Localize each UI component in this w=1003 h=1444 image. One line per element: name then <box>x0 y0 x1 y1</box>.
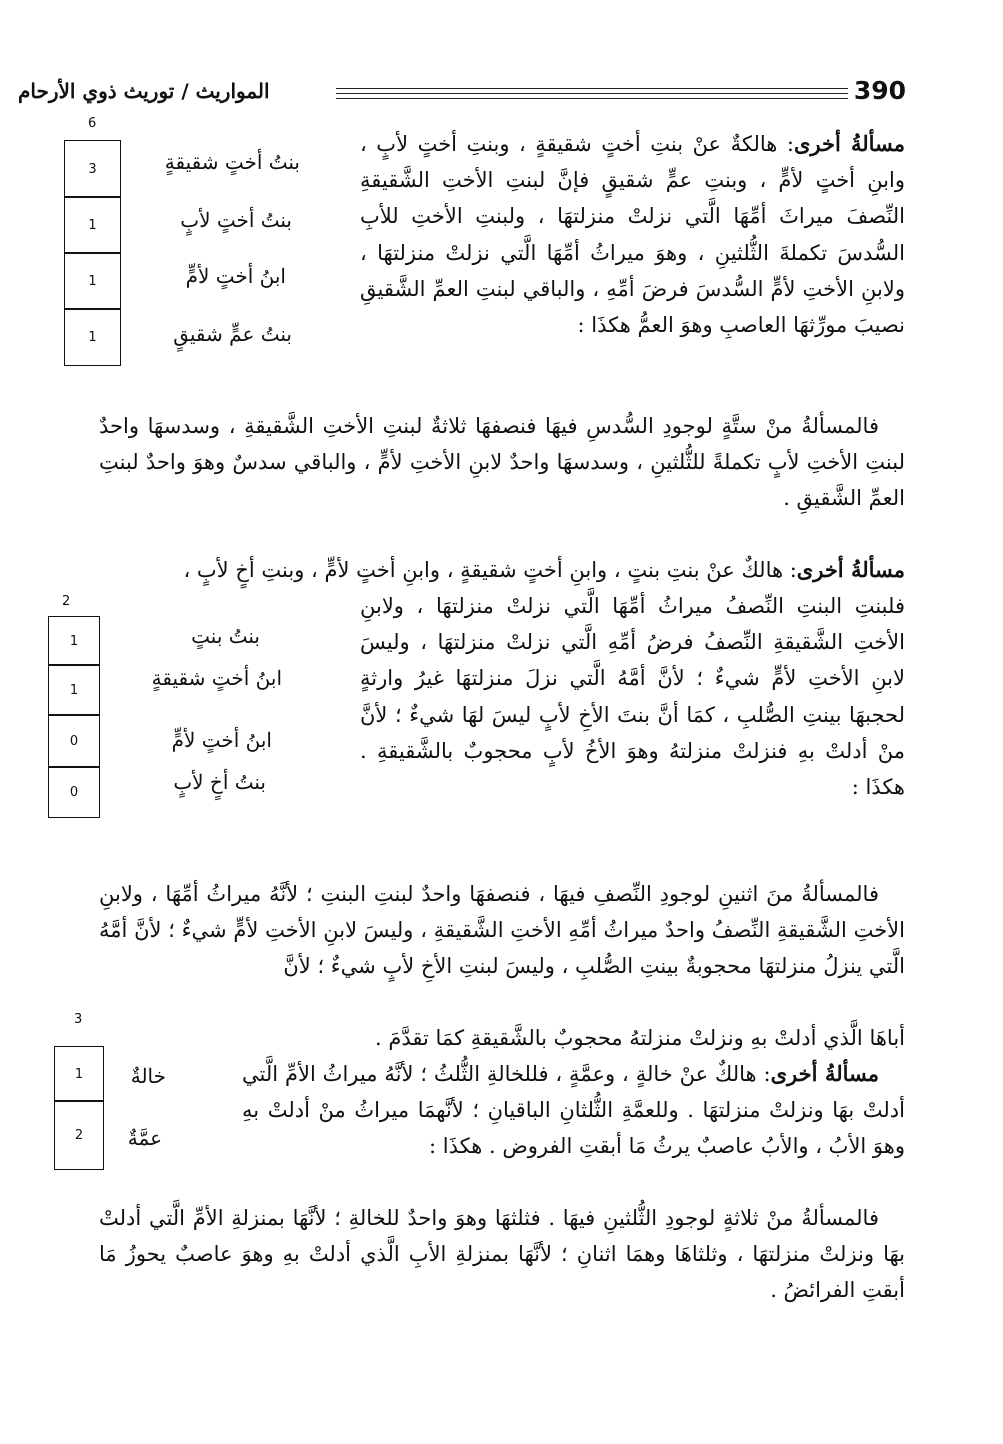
base-number: 6 <box>88 116 97 131</box>
base-number: 3 <box>74 1012 83 1027</box>
problem1-statement <box>360 126 905 343</box>
problem2-ruling: فلبنتِ البنتِ النِّصفُ ميراثُ أمِّهَا الَّتي نزلتْ منزلتهَا ، ولابنِ الأختِ الشَّقيقةِ النِّصفُ فرضُ أمِّهِ الَّتي نزلتْ منزلتهَا ، وليسَ لابنِ الأختِ لأمٍّ شيءٌ ؛ لأنَّ أمَّهُ الَّتي نزلَ منزلتهَا غيرُ وارثةٍ لحجبهَا بينتِ الصُّلبِ ، كمَا أنَّ بنتَ الأخِ لأبٍ ليسَ لهَا شيءٌ ؛ لأنَّ منْ أدلتْ بهِ فنزلتْ منزلتهُ وهوَ الأخُ لأبٍ محجوبٌ بالشَّقيقةِ . هكذَا : <box>360 594 906 800</box>
page-number: 390 <box>853 76 906 105</box>
share-cell: 0 <box>48 766 100 818</box>
header-rule <box>336 93 848 94</box>
share-cell: 1 <box>64 252 121 310</box>
share-cell: 0 <box>48 714 100 768</box>
problem2-explanation-tail: أباهَا الَّذي أدلتْ بهِ ونزلتْ منزلتهُ محجوبٌ بالشَّقيقةِ كمَا تقدَّمَ . <box>375 1026 905 1050</box>
problem-label: مسألةُ أخرى <box>796 557 905 582</box>
problem3-statement <box>242 1056 905 1165</box>
share-cell: 3 <box>64 140 121 198</box>
problem1-explanation: فالمسألةُ منْ ستَّةٍ لوجودِ السُّدسِ فيهَا فنصفهَا ثلاثةٌ لبنتِ الأختِ الشَّقيقةِ ، وسدسهَا واحدٌ لبنتِ الأختِ لأبٍ تكملةً للثُّلثينِ ، وسدسهَا واحدٌ لابنِ الأختِ لأمٍّ ، والباقي سدسٌ وهوَ واحدٌ لبنتِ العمِّ الشَّقيقِ . <box>99 414 905 511</box>
problem2-explanation: فالمسألةُ منَ اثنينِ لوجودِ النِّصفِ فيهَا ، فنصفهَا واحدٌ لبنتِ البنتِ ؛ لأنَّهُ ميراثُ أمِّهَا ، ولابنِ الأختِ الشَّقيقةِ النِّصفُ واحدٌ ميراثُ أمِّهِ الأختِ الشَّقيقةِ ، وليسَ لابنِ الأختِ لأمٍّ شيءٌ ؛ لأنَّ أمَّهُ الَّتي ينزلُ منزلتهَا محجوبةٌ بينتِ الصُّلبِ ، وليسَ لبنتِ الأخِ لأبٍ شيءٌ ؛ لأنَّ <box>99 882 905 979</box>
header-rule <box>336 98 848 99</box>
heir-label: بنتُ بنتٍ <box>191 624 260 648</box>
share-cell: 1 <box>64 196 121 254</box>
problem-text: : هالكةٌ عنْ بنتِ أختٍ شقيقةٍ ، وبنتِ أختٍ لأبٍ ، وابنِ أختٍ لأمٍّ ، وبنتِ عمٍّ شقيقٍ فإنَّ لبنتِ الأختِ الشَّقيقةِ النِّصفَ ميراثَ أمِّهَا الَّتي نزلتْ منزلتهَا ، ولبنتِ الأختِ للأبِ السُّدسَ تكملةَ الثُّلثينِ ، وهوَ ميراثُ أمِّهَا الَّتي نزلتْ منزلتهَا ، ولابنِ الأختِ لأمٍّ السُّدسَ فرضَ أمِّهِ ، والباقي لبنتِ العمِّ الشَّقيقِ نصيبَ مورِّثهَا العاصبِ وهوَ العمُّ هكذَا : <box>360 132 905 338</box>
heir-label: ابنُ أختٍ لأمٍّ <box>185 264 286 288</box>
heir-label: بنتُ أخٍ لأبٍ <box>173 770 266 794</box>
problem-label: مسألةُ أخرى <box>770 1061 879 1086</box>
share-cell: 1 <box>48 664 100 716</box>
share-cell: 1 <box>48 616 100 666</box>
problem1-share-table <box>60 114 300 370</box>
share-cell: 2 <box>54 1100 104 1170</box>
heir-label: عمَّةٌ <box>127 1126 162 1150</box>
problem-text: : هالكٌ عنْ بنتِ بنتٍ ، وابنِ أختٍ شقيقةٍ ، وابنِ أختٍ لأمٍّ ، وبنتِ أخٍ لأبٍ ، <box>183 558 797 582</box>
problem-text: : هالكٌ عنْ خالةٍ ، وعمَّةٍ ، فللخالةِ الثُّلثُ ؛ لأنَّهُ ميراثُ الأمِّ الَّتي أدلتْ بهَا ونزلتْ منزلتهَا . وللعمَّةِ الثُّلثانِ الباقيانِ ؛ لأنَّهمَا ميراثُ منْ أدلتْ بهِ وهوَ الأبُ ، والأبُ عاصبٌ يرثُ مَا أبقتِ الفروض . هكذَا : <box>242 1062 905 1159</box>
problem2-share-table <box>44 594 284 824</box>
problem3-explanation: فالمسألةُ منْ ثلاثةٍ لوجودِ الثُّلثينِ فيهَا . فثلثهَا وهوَ واحدٌ للخالةِ ؛ لأنَّهَا بمنزلةِ الأمِّ الَّتي أدلتْ بهَا ونزلتْ منزلتهَا ، وثلثاهَا وهمَا اثنانِ ؛ لأنَّهَا بمنزلةِ الأبِ الَّذي أدلتْ بهِ وهوَ عاصبٌ يحوزُ مَا أبقتِ الفرائضُ . <box>99 1206 905 1303</box>
heir-label: بنتُ أختٍ لأبٍ <box>180 208 292 232</box>
heir-label: ابنُ أختٍ شقيقةٍ <box>151 666 282 690</box>
heir-label: بنتُ عمٍّ شقيقٍ <box>173 322 292 346</box>
heir-label: بنتُ أختٍ شقيقةٍ <box>164 150 300 174</box>
heir-label: ابنُ أختٍ لأمٍّ <box>171 728 272 752</box>
share-cell: 1 <box>54 1046 104 1102</box>
base-number: 2 <box>62 594 71 609</box>
problem3-share-table <box>50 1012 180 1176</box>
problem-label: مسألةُ أخرى <box>793 131 905 156</box>
page-header <box>18 76 906 106</box>
header-rule <box>336 88 848 89</box>
running-title: المواريث / توريث ذوي الأرحام <box>18 79 270 103</box>
heir-label: خالةٌ <box>130 1064 166 1088</box>
problem2-statement <box>99 552 905 588</box>
share-cell: 1 <box>64 308 121 366</box>
